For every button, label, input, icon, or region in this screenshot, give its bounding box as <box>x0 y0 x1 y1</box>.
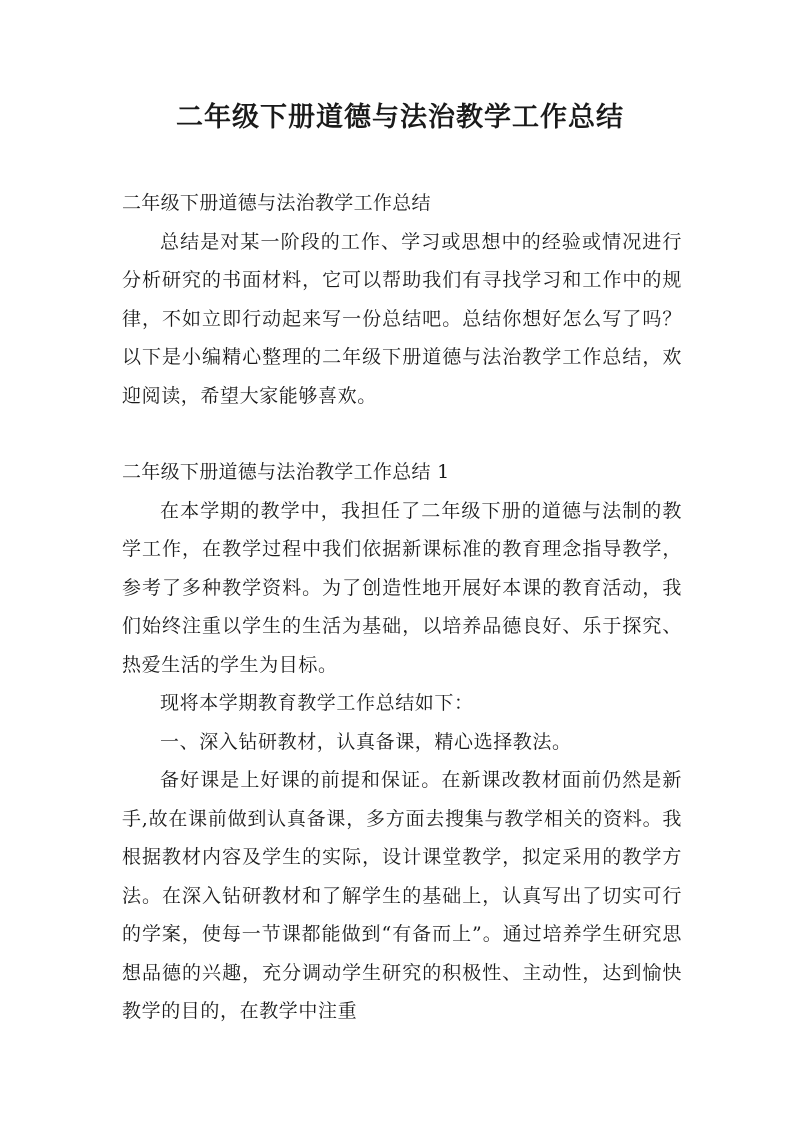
list-heading: 一、深入钻研教材，认真备课，精心选择教法。 <box>160 730 572 753</box>
intro-paragraph: 总结是对某一阶段的工作、学习或思想中的经验或情况进行分析研究的书面材料，它可以帮助我们有寻找学习和工作中的规律，不如立即行动起来写一份总结吧。总结你想好怎么写了吗？以下是小编精心整理的二年级下册道德与法治教学工作总结，欢迎阅读，希望大家能够喜欢。 <box>122 230 682 407</box>
document-title: 二年级下册道德与法治教学工作总结 <box>176 102 624 133</box>
section-heading: 二年级下册道德与法治教学工作总结 1 <box>122 461 450 483</box>
body-paragraph: 在本学期的教学中，我担任了二年级下册的道德与法制的教学工作，在教学过程中我们依据新课标准的教育理念指导教学，参考了多种教学资料。为了创造性地开展好本课的教育活动，我们始终注重以学生的生活为基础，以培养品德良好、乐于探究、热爱生活的学生为目标。 <box>122 499 682 676</box>
body-paragraph: 备好课是上好课的前提和保证。在新课改教材面前仍然是新手,故在课前做到认真备课，多方面去搜集与教学相关的资料。我根据教材内容及学生的实际，设计课堂教学，拟定采用的教学方法。在深入钻研教材和了解学生的基础上，认真写出了切实可行的学案，使每一节课都能做到“有备而上”。通过培养学生研究思想品德的兴趣，充分调动学生研究的积极性、主动性，达到愉快教学的目的，在教学中注重 <box>122 769 682 1022</box>
body-paragraph: 现将本学期教育教学工作总结如下： <box>160 692 474 714</box>
intro-heading: 二年级下册道德与法治教学工作总结 <box>122 192 431 214</box>
section-spacer <box>122 415 682 453</box>
document-body <box>122 184 682 1031</box>
